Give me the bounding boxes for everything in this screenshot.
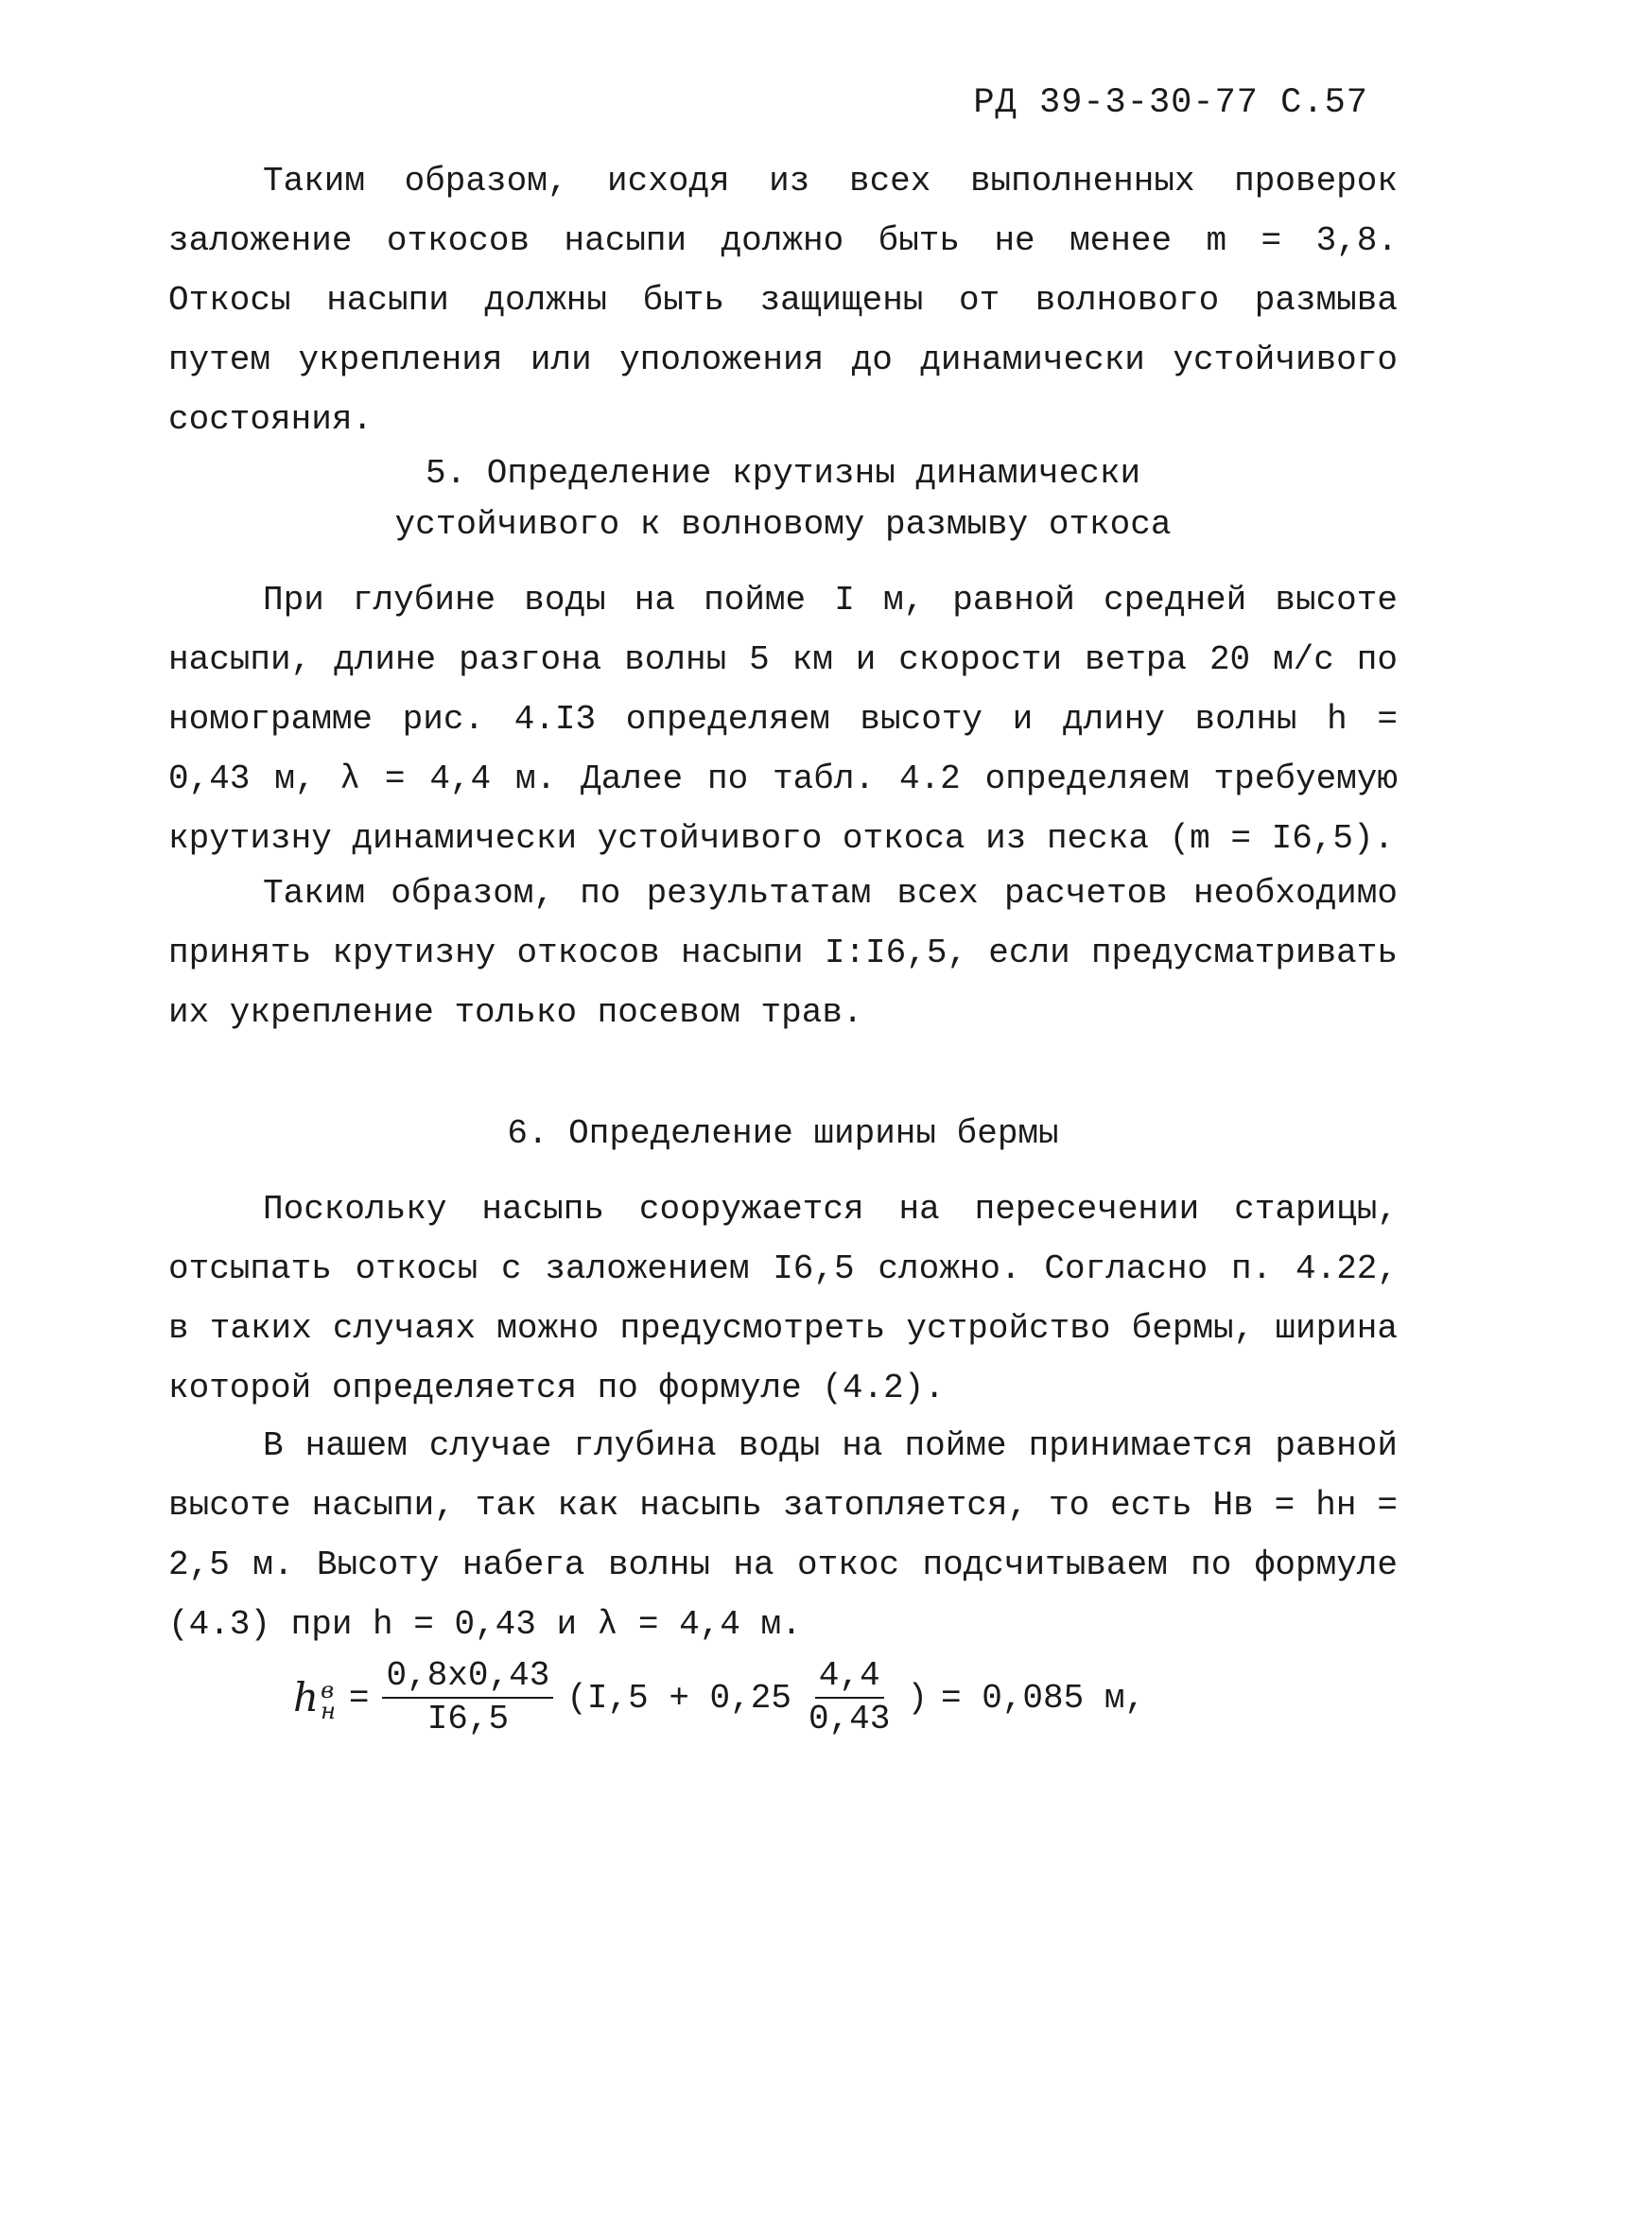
formula-lhs-sub: н <box>321 1698 336 1724</box>
section-heading-5-line1: 5. Определение крутизны динамически <box>425 454 1141 493</box>
paragraph-wave-runup: В нашем случае глубина воды на пойме принимается равной высоте насыпи, так как насыпь затопляется, то есть Hв = hн = 2,5 м. Высоту набега волны на откос подсчитываем по формуле (4.3) при h = 0,43 и λ = 4,4 м. <box>168 1426 1398 1644</box>
paragraph-wave-params: При глубине воды на пойме I м, равной средней высоте насыпи, длине разгона волны 5 км и скорости ветра 20 м/с по номограмме рис. 4.I3 определяем высоту и длину волны h = 0,43 м, λ = 4,4 м. Далее по табл. 4.2 определяем требуемую крутизну динамически устойчивого откоса из песка (m = I6,5). <box>168 581 1398 858</box>
formula-lhs-indices <box>321 1677 336 1724</box>
formula-eq: = <box>348 1678 370 1718</box>
formula-lhs-sup: в <box>321 1677 335 1703</box>
formula-fraction-2 <box>805 1655 894 1740</box>
section-heading-6 <box>168 1109 1398 1160</box>
section-heading-5-line2: устойчивого к волновому размыву откоса <box>394 505 1172 544</box>
formula-lhs <box>293 1674 336 1724</box>
page-header: РД 39-3-30-77 С.57 <box>973 83 1368 123</box>
formula-paren-close: ) <box>907 1678 928 1718</box>
formula-result: = 0,085 м, <box>940 1678 1146 1718</box>
paragraph-berm-width: Поскольку насыпь сооружается на пересечении старицы, отсыпать откосы с заложением I6,5 сложно. Согласно п. 4.22, в таких случаях можно предусмотреть устройство бермы, ширина которой определяется по формуле (4.2). <box>168 1190 1398 1407</box>
formula-fraction-1-numerator: 0,8x0,43 <box>382 1655 553 1699</box>
paragraph-slope-conclusion: Таким образом, исходя из всех выполненных проверок заложение откосов насыпи должно быть не менее m = 3,8. Откосы насыпи должны быть защищены от волнового размыва путем укрепления или уположения до динамически устойчивого состояния. <box>168 162 1398 439</box>
formula-fraction-1-denominator: I6,5 <box>426 1700 510 1738</box>
formula-lhs-symbol: h <box>293 1674 320 1720</box>
section-heading-6-line1: 6. Определение ширины бермы <box>507 1114 1059 1153</box>
formula-fraction-2-denominator: 0,43 <box>808 1700 891 1738</box>
formula-paren-open: (I,5 + 0,25 <box>566 1678 791 1718</box>
formula-wave-runup <box>293 1655 1145 1740</box>
formula-fraction-1 <box>382 1655 553 1740</box>
section-heading-5 <box>168 448 1398 550</box>
formula-fraction-2-numerator: 4,4 <box>815 1655 884 1699</box>
paragraph-slope-steepness: Таким образом, по результатам всех расчетов необходимо принять крутизну откосов насыпи I:I6,5, если предусматривать их укрепление только посевом трав. <box>168 874 1398 1032</box>
